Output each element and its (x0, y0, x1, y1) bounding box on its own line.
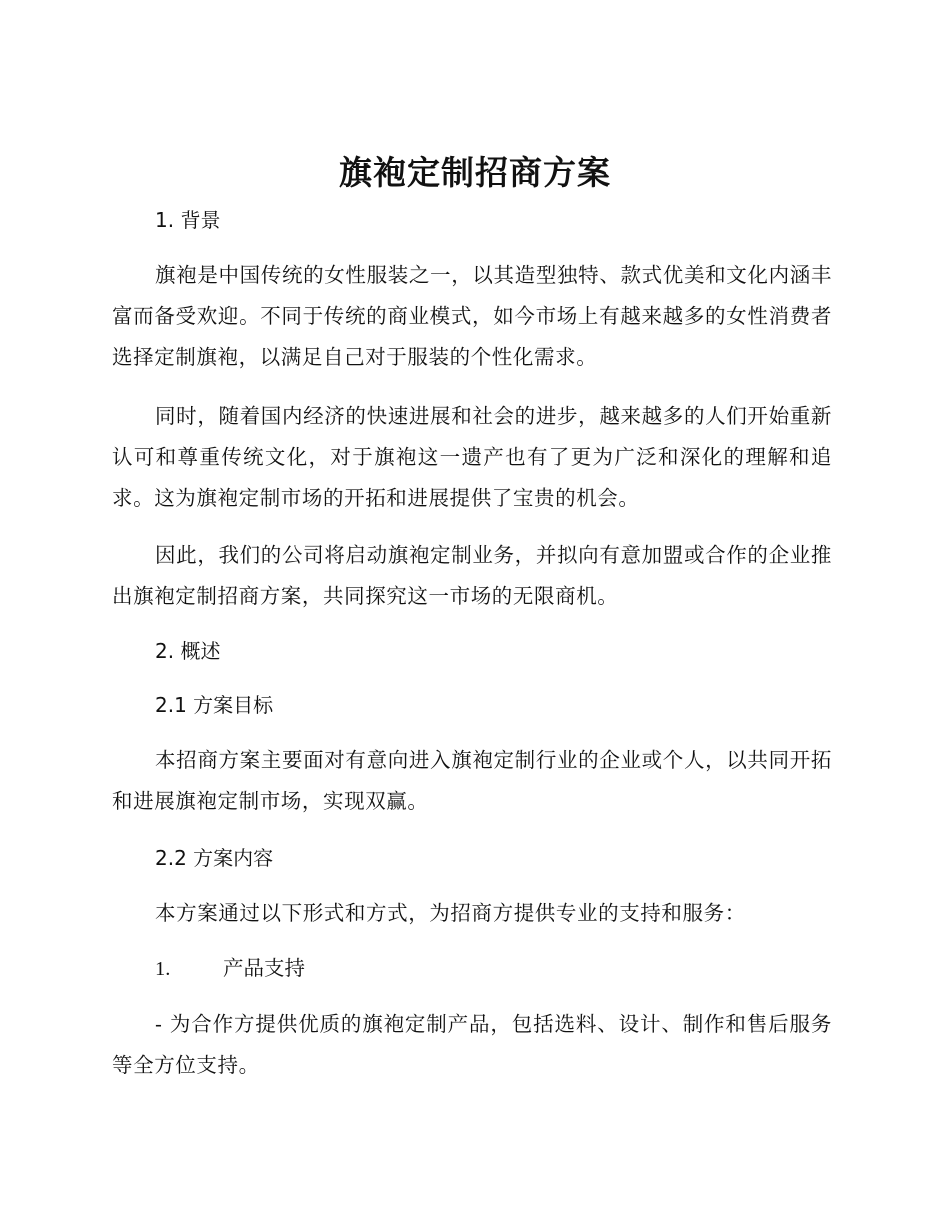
list-item-label: 产品支持 (223, 956, 305, 980)
paragraph: 同时，随着国内经济的快速进展和社会的进步，越来越多的人们开始重新认可和尊重传统文化，对于旗袍这一遗产也有了更为广泛和深化的理解和追求。这为旗袍定制市场的开拓和进展提供了宝贵的机会。 (112, 404, 832, 510)
paragraph: - 为合作方提供优质的旗袍定制产品，包括选料、设计、制作和售后服务等全方位支持。 (112, 1012, 832, 1077)
paragraph: 因此，我们的公司将启动旗袍定制业务，并拟向有意加盟或合作的企业推出旗袍定制招商方案，共同探究这一市场的无限商机。 (112, 543, 832, 608)
list-item (155, 954, 305, 983)
section-heading-goal: 2.1 方案目标 (155, 693, 274, 717)
paragraph: 本招商方案主要面对有意向进入旗袍定制行业的企业或个人，以共同开拓和进展旗袍定制市场，实现双赢。 (112, 748, 832, 813)
section-heading-background: 1. 背景 (155, 208, 221, 232)
list-item-number: 1. (155, 958, 171, 980)
paragraph: 本方案通过以下形式和方式，为招商方提供专业的支持和服务： (155, 901, 746, 925)
section-heading-content: 2.2 方案内容 (155, 846, 274, 870)
paragraph: 旗袍是中国传统的女性服装之一，以其造型独特、款式优美和文化内涵丰富而备受欢迎。不同于传统的商业模式，如今市场上有越来越多的女性消费者选择定制旗袍，以满足自己对于服装的个性化需求。 (112, 263, 832, 369)
section-heading-overview: 2. 概述 (155, 639, 221, 663)
document-title: 旗袍定制招商方案 (339, 153, 611, 192)
